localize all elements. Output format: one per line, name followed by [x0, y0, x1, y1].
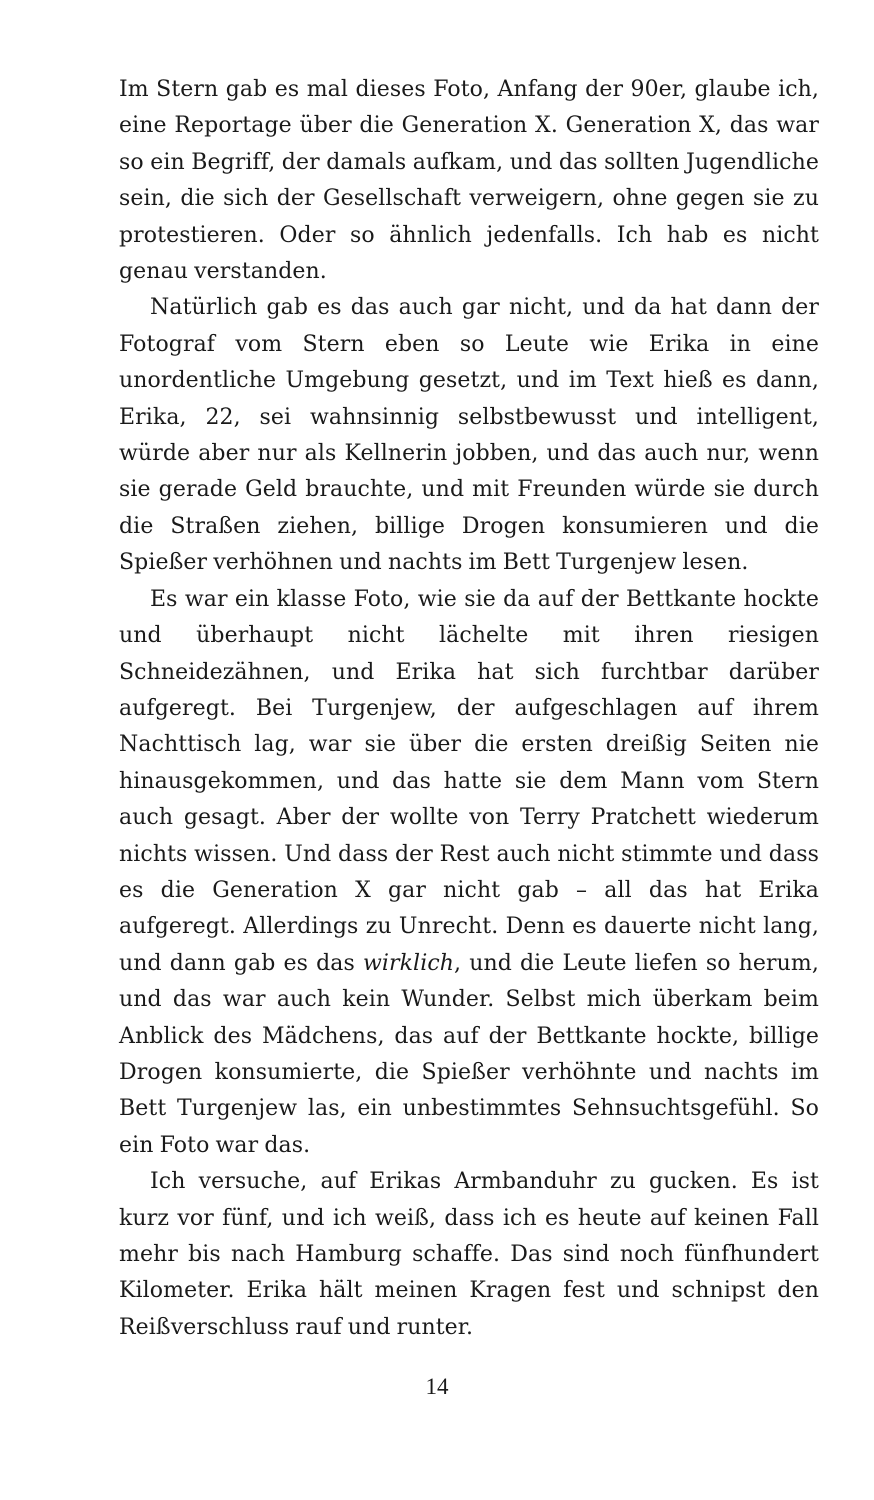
emphasized-word: wirklich — [362, 950, 455, 976]
book-page — [119, 72, 819, 1346]
paragraph-2-text: Natürlich gab es das auch gar nicht, und da hat dann der Fotograf vom Stern eben so Leute wie Erika in eine unordentliche Umgebung gesetzt, und im Text hieß es dann, Erika, 22, sei wahnsinnig selbstbewusst und intelligent, würde aber nur als Kellnerin jobben, und das auch nur, wenn sie gerade Geld brauchte, und mit Freunden würde sie durch die Straßen ziehen, billige Drogen konsumieren und die Spießer verhöhnen und nachts im Bett Turgenjew lesen. — [119, 295, 819, 576]
paragraph-2 — [119, 290, 819, 581]
paragraph-1-text: Im Stern gab es mal dieses Foto, Anfang der 90er, glaube ich, eine Reportage über die Generation X. Generation X, das war so ein Begriff, der damals aufkam, und das sollten Jugendliche sein, die sich der Gesellschaft verweigern, ohne gegen sie zu protestieren. Oder so ähnlich jedenfalls. Ich hab es nicht genau verstanden. — [119, 77, 819, 285]
page-number: 14 — [425, 1374, 449, 1399]
paragraph-3-text-before: Es war ein klasse Foto, wie sie da auf der Bettkante hockte und überhaupt nicht lächelte mit ihren riesigen Schneidezähnen, und Erika hat sich furchtbar darüber aufgeregt. Bei Turgenjew, der aufgeschlagen auf ihrem Nachttisch lag, war sie über die ersten dreißig Seiten nie hinausgekommen, und das hatte sie dem Mann vom Stern auch gesagt. Aber der wollte von Terry Pratchett wiederum nichts wissen. Und dass der Rest auch nicht stimmte und dass es die Generation X gar nicht gab – all das hat Erika aufgeregt. Allerdings zu Unrecht. Denn es dauerte nicht lang, und dann gab es das — [119, 586, 819, 976]
paragraph-1 — [119, 72, 819, 290]
paragraph-4 — [119, 1164, 819, 1346]
paragraph-3 — [119, 582, 819, 1165]
paragraph-4-text: Ich versuche, auf Erikas Armbanduhr zu gucken. Es ist kurz vor fünf, und ich weiß, dass ich es heute auf keinen Fall mehr bis nach Hamburg schaffe. Das sind noch fünfhundert Kilometer. Erika hält meinen Kragen fest und schnipst den Reißverschluss rauf und runter. — [119, 1169, 819, 1340]
paragraph-3-text-after: , und die Leute liefen so herum, und das war auch kein Wunder. Selbst mich überkam beim Anblick des Mädchens, das auf der Bettkante hockte, billige Drogen konsumierte, die Spießer verhöhnte und nachts im Bett Turgenjew las, ein unbestimmtes Sehnsuchtsgefühl. So ein Foto war das. — [119, 950, 819, 1158]
